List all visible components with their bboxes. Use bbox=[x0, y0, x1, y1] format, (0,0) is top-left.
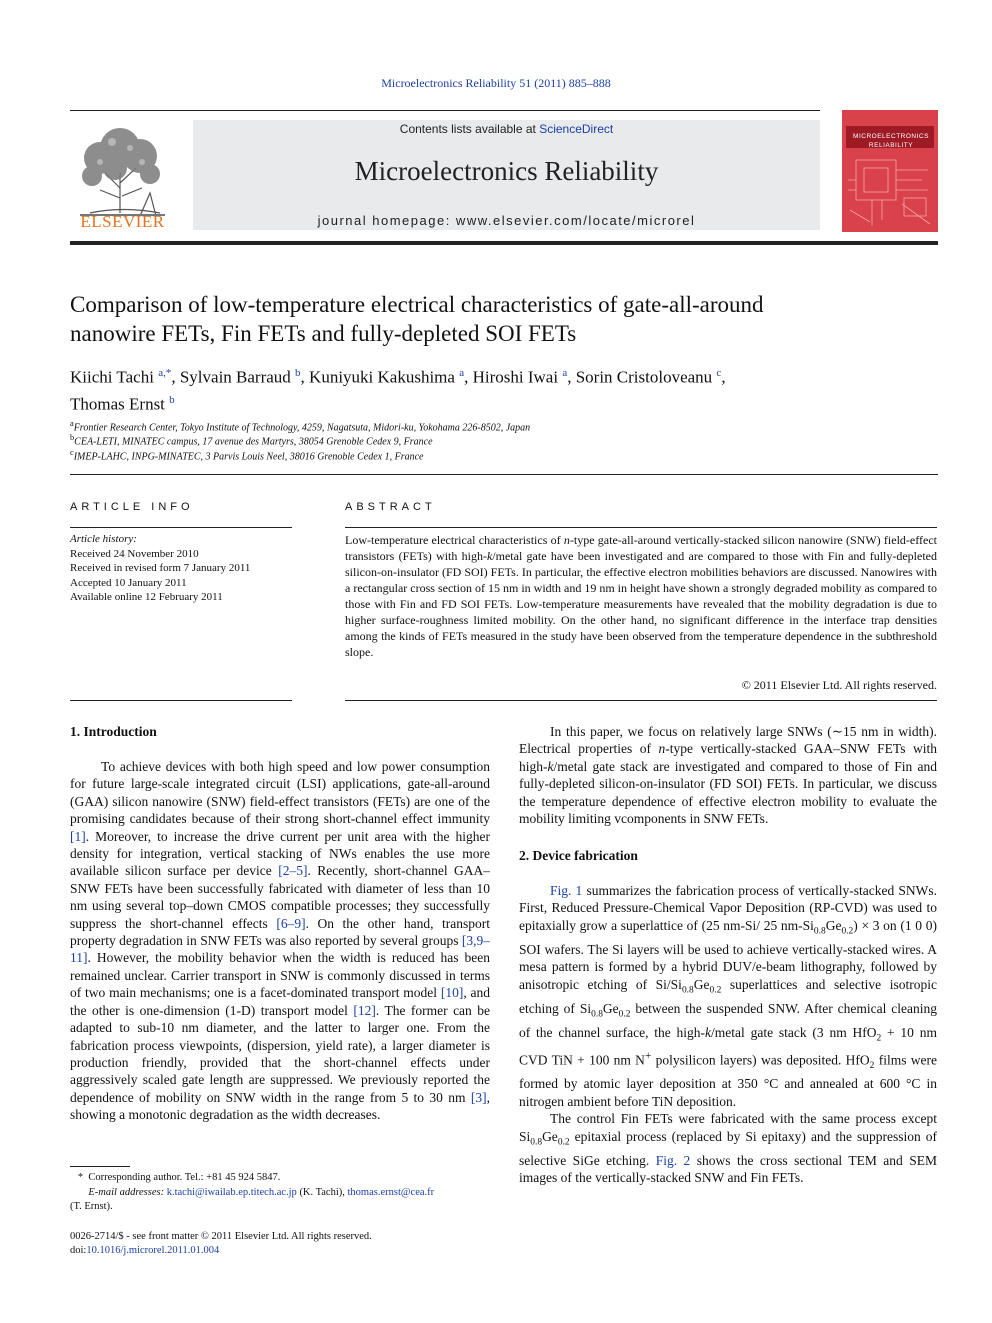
text-run: /metal gate stack are investigated and compared to those of Fin and fully-depleted silicon-on-insulator (FD SOI) FETs. In particular, we discuss the temperature dependence of effective electron mobility to evaluate the mobility limiting vcomponents in SNW FETs. bbox=[519, 758, 937, 827]
ref-link[interactable]: [3,9–11] bbox=[70, 933, 490, 966]
article-info-heading: ARTICLE INFO bbox=[70, 501, 194, 513]
abstract-rule-bottom bbox=[345, 700, 937, 701]
doi-link[interactable]: 10.1016/j.microrel.2011.01.004 bbox=[86, 1245, 220, 1256]
author-list: Kiichi Tachi $^{a,*}$, Sylvain Barraud $^b$, Kuniyuki Kakushima $^a$, Hiroshi Iwai $^a$, Sorin Cristoloveanu $^c$, Thomas Ernst $^b$ bbox=[70, 367, 726, 414]
affil-text: IMEP-LAHC, INPG-MINATEC, 3 Parvis Louis Neel, 38016 Grenoble Cedex 1, France bbox=[73, 451, 424, 463]
device-paragraph-2 bbox=[519, 1110, 937, 1186]
affil-mark: a bbox=[70, 419, 74, 428]
abstract-italic: k bbox=[486, 549, 493, 563]
figure-link[interactable]: Fig. 2 bbox=[655, 1152, 691, 1168]
article-info-rule bbox=[70, 527, 292, 528]
text-run: epitaxial process (replaced by Si epitaxy) and the suppression of selective SiGe etching. bbox=[519, 1128, 937, 1168]
subscript: 0.8 bbox=[530, 1137, 543, 1148]
abstract-heading: ABSTRACT bbox=[345, 501, 436, 513]
journal-title: Microelectronics Reliability bbox=[354, 156, 659, 186]
copyright-notice: © 2011 Elsevier Ltd. All rights reserved. bbox=[741, 678, 937, 692]
footnote-rule bbox=[70, 1166, 130, 1167]
subscript: 2 bbox=[869, 1061, 875, 1072]
affil-mark: b bbox=[70, 433, 75, 442]
affil-text: CEA-LETI, MINATEC campus, 17 avenue des Martyrs, 38054 Grenoble Cedex 9, France bbox=[74, 436, 433, 448]
cover-title bbox=[846, 132, 936, 150]
text-run: ) × 3 on (1 0 0) SOI wafers. The Si layers will be used to achieve vertically-stacked wires. A mesa pattern is formed by a hybrid DUV/e-beam lithography, followed by anisotropic etching of Si/Si bbox=[519, 917, 937, 992]
figure-link[interactable]: Fig. 1 bbox=[550, 882, 583, 898]
intro-left-column bbox=[70, 758, 490, 1146]
email-link[interactable]: k.tachi@iwailab.ep.titech.ac.jp bbox=[166, 1187, 297, 1198]
subscript: 2 bbox=[876, 1033, 882, 1044]
article-title bbox=[70, 290, 930, 348]
subscript: 0.8 bbox=[681, 985, 694, 996]
right-column bbox=[519, 723, 937, 1198]
author-affil-link[interactable]: b bbox=[169, 393, 175, 406]
section-gap bbox=[519, 827, 937, 847]
abstract-italic: n bbox=[563, 533, 570, 547]
email-owner: (T. Ernst). bbox=[70, 1201, 113, 1212]
subscript: 0.2 bbox=[557, 1137, 570, 1148]
text-run: . However, the mobility behavior when the width is reduced has been remained unclear. Carrier transport in SNW is commonly discussed in terms of two main mechanisms; one is a facet-dominated transport model bbox=[70, 950, 490, 1001]
article-info-rule-bottom bbox=[70, 700, 292, 701]
abstract-part: Low-temperature electrical characteristics of bbox=[345, 533, 564, 547]
italic-run: k bbox=[705, 1024, 712, 1040]
text-run: Ge bbox=[602, 1000, 619, 1016]
contents-line bbox=[193, 122, 820, 136]
text-run: superlattices and selective isotropic etching of Si bbox=[519, 976, 937, 1016]
author-name: Thomas Ernst bbox=[70, 394, 165, 414]
text-run: , and the other is one-dimension (1-D) transport model bbox=[70, 985, 490, 1018]
text-run: Ge bbox=[693, 976, 710, 992]
footnote-corresponding bbox=[70, 1171, 490, 1185]
affil-mark: c bbox=[70, 448, 74, 457]
subscript: 0.2 bbox=[618, 1009, 631, 1020]
header-thick-rule bbox=[70, 241, 938, 245]
text-run: /metal gate stack (3 nm HfO bbox=[711, 1024, 877, 1040]
journal-citation[interactable]: Microelectronics Reliability 51 (2011) 885–888 bbox=[381, 76, 611, 90]
subscript: 0.2 bbox=[841, 926, 854, 937]
history-label: Article history: bbox=[70, 533, 137, 545]
author-affil-link[interactable]: c bbox=[716, 367, 722, 379]
section-gap bbox=[519, 865, 937, 882]
email-owner: (K. Tachi), bbox=[296, 1187, 348, 1198]
subscript: 0.2 bbox=[709, 985, 722, 996]
abstract-text bbox=[345, 532, 937, 660]
italic-run: k bbox=[547, 758, 554, 774]
text-run: between the suspended SNW. After chemical cleaning of the channel surface, the high- bbox=[519, 1000, 937, 1040]
doi-label: doi: bbox=[70, 1245, 87, 1256]
email-link[interactable]: thomas.ernst@cea.fr bbox=[347, 1187, 435, 1198]
text-run: films were formed by atomic layer deposition at 350 °C and annealed at 600 °C in nitrogen ambient before TiN deposition. bbox=[519, 1052, 937, 1109]
author-affil-link[interactable]: a bbox=[562, 367, 568, 379]
title-line-1: Comparison of low-temperature electrical characteristics of gate-all-around bbox=[70, 292, 764, 317]
author-name: Sylvain Barraud bbox=[179, 367, 291, 387]
text-run: -type vertically-stacked GAA–SNW FETs with high- bbox=[519, 741, 937, 774]
abstract-part: /metal gate have been investigated and are compared to those with Fin and fully-depleted silicon-on-insulator (FD SOI) FETs. In particular, the effective electron mobilities behaviors are discussed. Nanowires with a rectangular cross section of 15 nm in width and 19 nm in height have shown a strongly degraded mobility as compared to those with Fin and FD SOI FETs. Low-temperature measurements have revealed that the mobility degradation is due to higher surface-roughness limited mobility. On the other hand, no significant difference in the interface trap densities among the kinds of FETs measured in the study have been observed from the temperature dependence in the subthreshold slope. bbox=[345, 549, 937, 659]
history-item: Received in revised form 7 January 2011 bbox=[70, 562, 251, 574]
affil-text: Frontier Research Center, Tokyo Institute of Technology, 4259, Nagatsuta, Midori-ku, Yokohama 226-8502, Japan bbox=[73, 422, 531, 434]
subscript: 0.8 bbox=[813, 926, 826, 937]
text-run: summarizes the fabrication process of vertically-stacked SNWs. First, Reduced Pressure-Chemical Vapor Deposition (RP-CVD) was used to epitaxially grow a superlattice of (25 nm-Si/ 25 nm-Si bbox=[519, 882, 937, 933]
text-run: . Moreover, to increase the drive current per unit area with the higher density for integration, vertical stacking of NWs enables the use more available silicon surface per device bbox=[70, 828, 490, 879]
history-item: Available online 12 February 2011 bbox=[70, 591, 223, 603]
text-run: The control Fin FETs were fabricated with the same process except Si bbox=[519, 1111, 937, 1144]
text-run: . Recently, short-channel GAA–SNW FETs have been successfully fabricated with diameter of less than 10 nm using several top–down CMOS compatible processes; they successfully suppress the short-channel effects bbox=[70, 863, 490, 931]
intro-paragraph-1 bbox=[70, 758, 490, 1124]
ref-link[interactable]: [10] bbox=[440, 985, 464, 1001]
elsevier-wordmark: ELSEVIER bbox=[80, 212, 165, 231]
device-paragraph-1 bbox=[519, 882, 937, 1110]
email-label: E-mail addresses: bbox=[88, 1187, 167, 1198]
ref-link[interactable]: [3] bbox=[470, 1089, 487, 1105]
footnote-email bbox=[70, 1186, 490, 1214]
author-affil-link[interactable]: b bbox=[295, 367, 301, 379]
section-rule bbox=[70, 474, 938, 475]
device-heading: 2. Device fabrication bbox=[519, 848, 638, 864]
text-run: polysilicon layers) was deposited. HfO bbox=[651, 1052, 870, 1068]
journal-homepage[interactable]: journal homepage: www.elsevier.com/locate/microrel bbox=[317, 213, 696, 228]
author-affil-link[interactable]: a,* bbox=[158, 367, 172, 379]
cover-title-line2: RELIABILITY bbox=[868, 142, 914, 149]
ref-link[interactable]: [12] bbox=[353, 1002, 376, 1018]
history-item: Accepted 10 January 2011 bbox=[70, 576, 187, 589]
superscript: + bbox=[644, 1049, 652, 1062]
text-run: , showing a monotonic degradation as the width decreases. bbox=[70, 1089, 490, 1123]
sciencedirect-link[interactable]: ScienceDirect bbox=[539, 122, 614, 136]
text-run: In this paper, we focus on relatively large SNWs (∼15 nm in width). Electrical properties of bbox=[519, 724, 937, 757]
footnote-text: Corresponding author. Tel.: +81 45 924 5847. bbox=[88, 1172, 281, 1183]
affiliation-c bbox=[70, 446, 930, 464]
title-line-2: nanowire FETs, Fin FETs and fully-depleted SOI FETs bbox=[70, 321, 577, 346]
history-item: Received 24 November 2010 bbox=[70, 547, 199, 560]
text-run: shows the cross sectional TEM and SEM images of the vertically-stacked SNW and Fin FETs. bbox=[519, 1152, 937, 1186]
author-name: Kiichi Tachi bbox=[70, 367, 154, 387]
subscript: 0.8 bbox=[591, 1009, 603, 1020]
contents-prefix: Contents lists available at bbox=[399, 122, 540, 136]
text-run: To achieve devices with both high speed and low power consumption for future large-scale integrated circuit (LSI) applications, gate-all-around (GAA) silicon nanowire (SNW) field-effect transistors (FETs) are one of the promising candidates because of their strong short-channel effect immunity bbox=[70, 759, 490, 827]
footnote-star: * bbox=[77, 1172, 84, 1183]
cover-title-line1: MICROELECTRONICS bbox=[853, 133, 929, 140]
ref-link[interactable]: [6–9] bbox=[276, 915, 306, 931]
italic-run: n bbox=[658, 741, 666, 757]
author-name: Hiroshi Iwai bbox=[472, 367, 559, 387]
journal-cover-image bbox=[842, 110, 938, 232]
ref-link[interactable]: [2–5] bbox=[278, 863, 308, 879]
text-run: . On the other hand, transport property degradation in SNW FETs was also reported by several groups bbox=[70, 915, 490, 949]
doi-line bbox=[70, 1244, 490, 1258]
author-name: Sorin Cristoloveanu bbox=[575, 367, 713, 387]
issn-line: 0026-2714/$ - see front matter © 2011 Elsevier Ltd. All rights reserved. bbox=[70, 1231, 372, 1242]
text-run: Ge bbox=[825, 917, 842, 933]
ref-link[interactable]: [1] bbox=[70, 828, 86, 844]
abstract-rule bbox=[345, 527, 937, 528]
author-name: Kuniyuki Kakushima bbox=[309, 367, 455, 387]
text-run: . The former can be adapted to sub-10 nm diameter, and the latter to larger one. From the fabrication process viewpoints, (dispersion, yield rate), a larger diameter is production friendly, provided that the short-channel effects under aggressively scaled gate length are suppressed. We previously reported the dependence of mobility on SNW width in the range from 5 to 30 nm bbox=[70, 1002, 490, 1105]
header-rule bbox=[70, 110, 820, 111]
abstract-part: -type gate-all-around vertically-stacked silicon nanowire (SNW) field-effect transistors (FETs) with high- bbox=[345, 533, 937, 563]
author-affil-link[interactable]: a bbox=[459, 367, 465, 379]
text-run: Ge bbox=[542, 1128, 558, 1144]
intro-heading: 1. Introduction bbox=[70, 724, 157, 739]
text-run: + 10 nm CVD TiN + 100 nm N bbox=[519, 1024, 937, 1068]
intro-paragraph-2 bbox=[519, 723, 937, 827]
article-history bbox=[70, 532, 292, 605]
